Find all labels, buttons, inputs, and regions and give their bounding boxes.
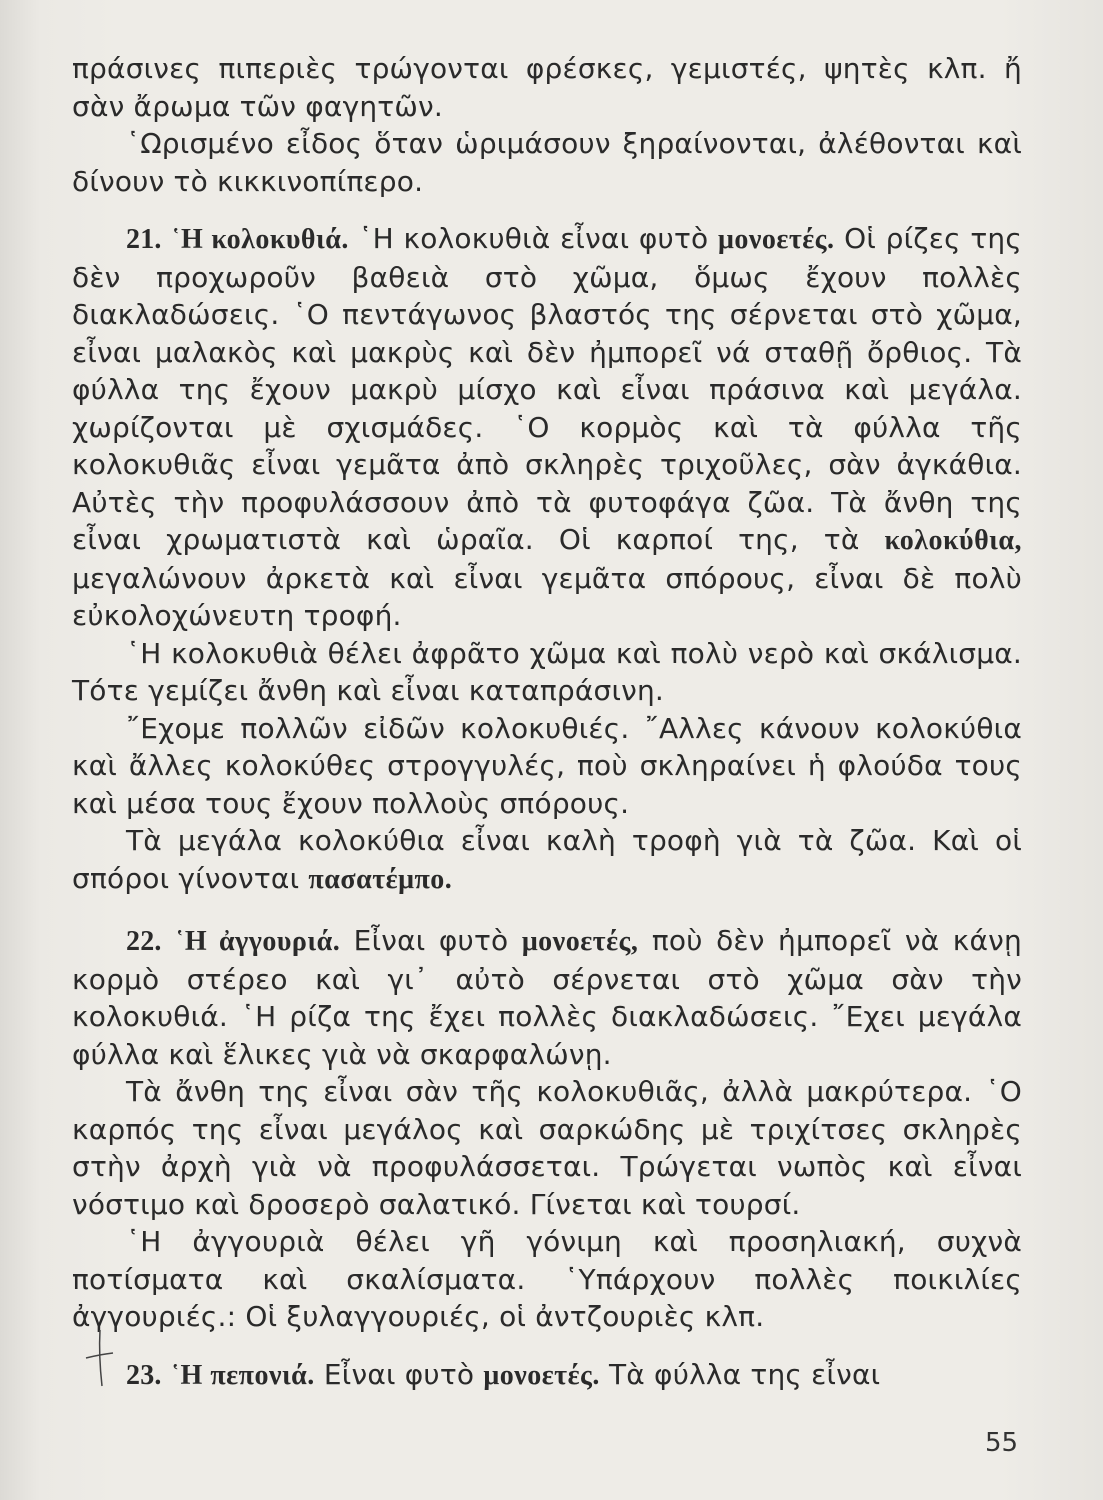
section-21-zucchini	[72, 220, 1022, 635]
section-22-text-1: Εἶναι φυτὸ	[353, 924, 509, 957]
section-21-term-zucchini: κολοκύθια,	[884, 525, 1022, 556]
section-23-term-annual: μονοετές.	[483, 1359, 600, 1391]
paragraph-zucchini-varieties: ῎Εχομε πολλῶν εἰδῶν κολοκυθιές. ῎Αλλες κάνουν κολοκύθια καὶ ἄλλες κολοκύθες στρογγυλές, ποὺ σκληραίνει ἡ φλούδα τους καὶ μέσα τους ἔχουν πολλοὺς σπόρους.	[72, 711, 1022, 820]
section-21-text-2: Οἱ ρίζες της δὲν προχωροῦν βαθειὰ στὸ χῶμα, ὅμως ἔχουν πολλὲς διακλαδώσεις. ῾Ο πεντάγωνος βλαστός της σέρνεται στὸ χῶμα, εἶναι μαλακὸς καὶ μακρὺς καὶ δὲν ἠμπορεῖ νά σταθῇ ὄρθιος. Τὰ φύλλα της ἔχουν μακρὺ μίσχο καὶ εἶναι πράσινα καὶ μεγάλα. χωρίζονται μὲ σχισμάδες. ῾Ο κορμὸς καὶ τὰ φύλλα τῆς κολοκυθιᾶς εἶναι γεμᾶτα ἀπὸ σκληρὲς τριχοῦλες, σὰν ἀγκάθια. Αὐτὲς τὴν προφυλάσσουν ἀπὸ τὰ φυτοφάγα ζῶα. Τὰ ἄνθη της εἶναι χρωματιστὰ καὶ ὡραῖα. Οἱ καρποί της, τὰ	[72, 222, 1022, 556]
margin-cross-mark	[84, 1328, 114, 1388]
section-22-text-2: ποὺ δὲν ἠμπορεῖ νὰ κάνῃ κορμὸ στέρεο καὶ γι᾿ αὐτὸ σέρνεται στὸ χῶμα σὰν τὴν κολοκυθιά. ῾Η ρίζα της ἔχει πολλὲς διακλαδώσεις. ῎Εχει μεγάλα φύλλα καὶ ἕλικες γιὰ νὰ σκαρφαλώνῃ.	[72, 924, 1022, 1071]
paragraph-cucumber-soil: ῾Η ἀγγουριὰ θέλει γῆ γόνιμη καὶ προσηλιακή, συχνὰ ποτίσματα καὶ σκαλίσματα. ῾Υπάρχουν πολλὲς ποικιλίες ἀγγουριές.: Οἱ ξυλαγγουριές, οἱ ἀντζουριὲς κλπ.	[72, 1225, 1022, 1333]
zucchini-uses-text: Τὰ μεγάλα κολοκύθια εἶναι καλὴ τροφὴ γιὰ τὰ ζῶα. Καὶ οἱ σπόροι γίνονται	[72, 824, 1022, 895]
term-pasatempo: πασατέμπο.	[308, 863, 453, 895]
section-23-text-2: Τὰ φύλλα της εἶναι	[608, 1357, 881, 1391]
page-text	[72, 50, 1022, 1394]
section-23-title: ῾Η πεπονιά.	[170, 1359, 315, 1391]
section-22-title: ῾Η ἀγγουριά.	[175, 926, 341, 957]
section-23-text-1: Εἶναι φυτὸ	[323, 1357, 475, 1391]
section-23-number: 23.	[126, 1359, 162, 1391]
section-21-title: ῾Η κολοκυθιά.	[171, 224, 349, 255]
paragraph-dried-peppers: ῾Ωρισμένο εἶδος ὅταν ὡριμάσουν ξηραίνονται, ἀλέθονται καὶ δίνουν τὸ κικκινοπίπερο.	[72, 127, 1022, 198]
section-22-term-annual: μονοετές,	[521, 926, 639, 957]
paragraph-cucumber-flowers: Τὰ ἄνθη της εἶναι σὰν τῆς κολοκυθιᾶς, ἀλλὰ μακρύτερα. ῾Ο καρπός της εἶναι μεγάλος καὶ σαρκώδης μὲ τριχίτσες σκληρὲς στὴν ἀρχὴ γιὰ νὰ προφυλάσσεται. Τρώγεται νωπὸς καὶ εἶναι νόστιμο καὶ δροσερὸ σαλατικό. Γίνεται καὶ τουρσί.	[72, 1075, 1022, 1221]
paragraph-peppers: πράσινες πιπεριὲς τρώγονται φρέσκες, γεμιστές, ψητὲς κλπ. ἤ σὰν ἄρωμα τῶν φαγητῶν.	[72, 52, 1022, 123]
paragraph-zucchini-uses	[72, 822, 1022, 898]
section-22-number: 22.	[126, 926, 162, 957]
section-21-text-3: μεγαλώνουν ἀρκετὰ καὶ εἶναι γεμᾶτα σπόρους, εἶναι δὲ πολὺ εὐκολοχώνευτη τροφή.	[72, 561, 1022, 632]
section-21-number: 21.	[126, 224, 162, 255]
section-21-term-annual: μονοετές.	[717, 224, 835, 255]
page-number: 55	[985, 1428, 1019, 1458]
paragraph-zucchini-soil: ῾Η κολοκυθιὰ θέλει ἀφρᾶτο χῶμα καὶ πολὺ νερὸ καὶ σκάλισμα. Τότε γεμίζει ἄνθη καὶ εἶναι καταπράσινη.	[72, 636, 1022, 707]
section-23-melon	[72, 1356, 1022, 1395]
section-22-cucumber	[72, 922, 1022, 1073]
section-21-text-1: ῾Η κολοκυθιὰ εἶναι φυτὸ	[358, 222, 709, 255]
